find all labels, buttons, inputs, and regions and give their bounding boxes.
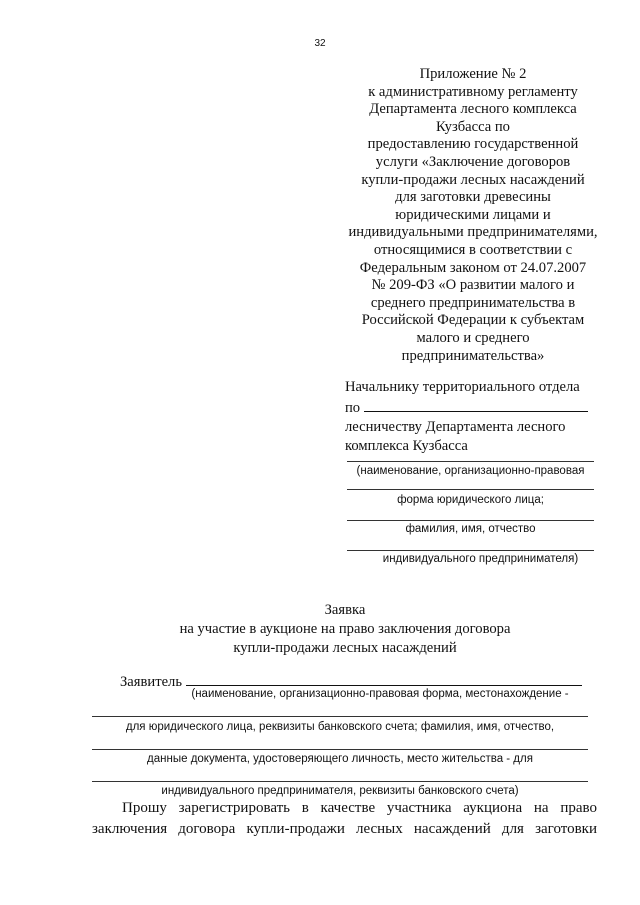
appendix-line: для заготовки древесины xyxy=(395,189,551,206)
body-paragraph xyxy=(92,798,597,840)
appendix-line: № 209-ФЗ «О развитии малого и xyxy=(371,277,575,294)
applicant-field-line[interactable] xyxy=(347,489,594,490)
addressee-line-po xyxy=(345,397,600,418)
applicant-caption: для юридического лица, реквизиты банковского счета; фамилия, имя, отчество, xyxy=(125,721,555,733)
appendix-line: услуги «Заключение договоров xyxy=(375,153,571,170)
applicant-label: Заявитель xyxy=(120,674,182,690)
applicant-field-line[interactable] xyxy=(347,461,594,462)
application-title: Заявка xyxy=(324,602,366,618)
appendix-line: индивидуальными предпринимателями, xyxy=(348,224,598,241)
appendix-line: юридическими лицами и xyxy=(395,206,551,223)
addressee-line: комплекса Кузбасса xyxy=(345,438,468,454)
application-subtitle: купли-продажи лесных насаждений xyxy=(233,640,457,656)
appendix-line: относящимися в соответствии с xyxy=(373,241,573,258)
paragraph-text: Прошу зарегистрировать в качестве участника аукциона на право заключения договора купли-продажи лесных насаждений для заготовки xyxy=(92,800,597,837)
field-caption: индивидуального предпринимателя) xyxy=(382,553,579,565)
page-number: 32 xyxy=(314,38,326,49)
appendix-line: среднего предпринимательства в xyxy=(370,294,576,311)
appendix-line: Приложение № 2 xyxy=(419,66,527,82)
appendix-line: Кузбасса по xyxy=(436,118,510,135)
applicant-caption: (наименование, организационно-правовая форма, местонахождение - xyxy=(191,688,569,700)
appendix-line: купли-продажи лесных насаждений xyxy=(361,171,585,188)
appendix-line: Департамента лесного комплекса xyxy=(369,101,577,118)
appendix-line: предпринимательства» xyxy=(401,347,545,364)
applicant-field-line[interactable] xyxy=(92,716,588,717)
applicant-blank[interactable] xyxy=(186,671,582,686)
applicant-field-line[interactable] xyxy=(92,781,588,782)
applicant-field-line[interactable] xyxy=(92,749,588,750)
appendix-line: Российской Федерации к субъектам xyxy=(361,312,585,329)
addressee-po-label: по xyxy=(345,400,361,416)
application-title-block xyxy=(100,601,590,658)
department-name-blank[interactable] xyxy=(364,397,588,412)
appendix-line: предоставлению государственной xyxy=(367,136,579,153)
field-caption: (наименование, организационно-правовая xyxy=(356,465,585,477)
appendix-line: Федеральным законом от 24.07.2007 xyxy=(359,259,587,276)
applicant-field-line[interactable] xyxy=(347,550,594,551)
addressee-block xyxy=(345,378,600,456)
field-caption: форма юридического лица; xyxy=(397,494,544,506)
application-subtitle: на участие в аукционе на право заключения договора xyxy=(179,621,511,637)
addressee-line: лесничеству Департамента лесного xyxy=(345,419,566,435)
applicant-caption: данные документа, удостоверяющего личность, место жительства - для xyxy=(147,753,533,765)
field-caption: фамилия, имя, отчество xyxy=(405,523,536,535)
appendix-line: малого и среднего xyxy=(416,329,530,346)
appendix-line: к административному регламенту xyxy=(368,83,578,100)
appendix-header xyxy=(338,66,608,365)
addressee-line: Начальнику территориального отдела xyxy=(345,379,580,395)
applicant-caption: индивидуального предпринимателя, реквизиты банковского счета) xyxy=(161,785,519,797)
applicant-field-line[interactable] xyxy=(347,520,594,521)
